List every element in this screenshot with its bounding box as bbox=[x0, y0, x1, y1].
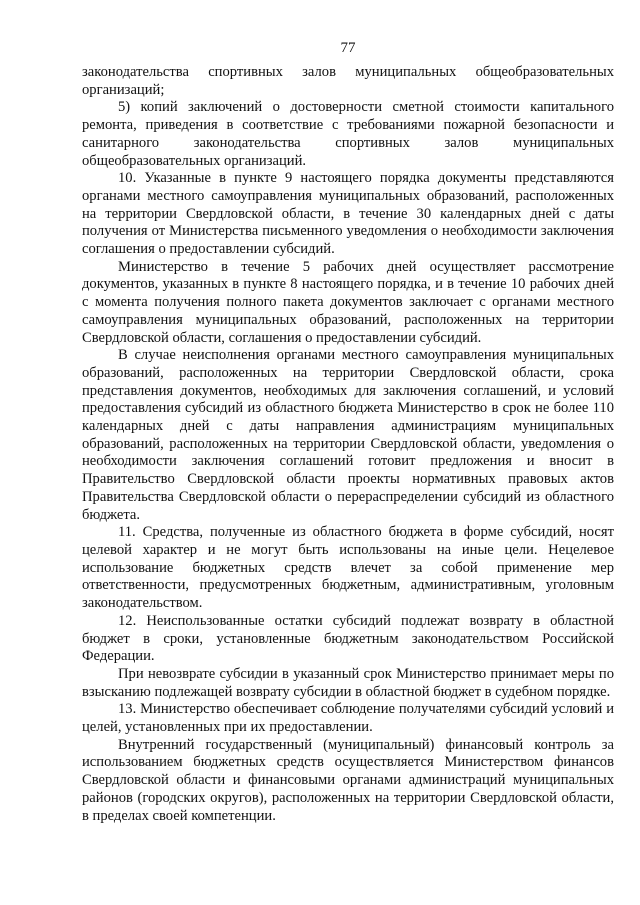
paragraph-non-fulfillment: В случае неисполнения органами местного самоуправления муниципальных образований, расположенных на территории Свердловской области, срока представления документов, необходимых для заключения соглашений, и условий предоставления субсидий из областного бюджета Министерство в срок не более 110 календарных дней с даты направления администрациям муниципальных образований, расположенных на территории Свердловской области, уведомления о необходимости заключения соглашений готовит предложения и вносит в Правительство Свердловской области проекты нормативных правовых актов Правительства Свердловской области о перераспределении субсидий из областного бюджета. bbox=[82, 347, 614, 523]
page-number: 77 bbox=[340, 40, 356, 56]
paragraph-non-return: При невозврате субсидии в указанный срок Министерство принимает меры по взысканию подлежащей возврату субсидии в областной бюджет в судебном порядке. bbox=[82, 665, 614, 700]
paragraph-ministry-review: Министерство в течение 5 рабочих дней осуществляет рассмотрение документов, указанных в пункте 8 настоящего порядка, и в течение 10 рабочих дней с момента получения полного пакета документов заключает с органами местного самоуправления муниципальных образований, расположенных на территории Свердловской области, соглашения о предоставлении субсидий. bbox=[82, 258, 614, 346]
paragraph-clause-11: 11. Средства, полученные из областного бюджета в форме субсидий, носят целевой характер и не могут быть использованы на иные цели. Нецелевое использование бюджетных средств влечет за собой применение мер ответственности, предусмотренных бюджетным, административным, уголовным законодательством. bbox=[82, 524, 614, 612]
paragraph-clause-10: 10. Указанные в пункте 9 настоящего порядка документы представляются органами местного самоуправления муниципальных образований, расположенных на территории Свердловской области, в течение 30 календарных дней с даты получения от Министерства письменного уведомления о необходимости заключения соглашения о предоставлении субсидий. bbox=[82, 170, 614, 258]
paragraph-continuation: законодательства спортивных залов муниципальных общеобразовательных организаций; bbox=[82, 64, 614, 98]
document-page bbox=[82, 38, 614, 825]
paragraph-clause-12: 12. Неиспользованные остатки субсидий подлежат возврату в областной бюджет в сроки, установленные бюджетным законодательством Российской Федерации. bbox=[82, 612, 614, 665]
paragraph-clause-13: 13. Министерство обеспечивает соблюдение получателями субсидий условий и целей, установленных при их предоставлении. bbox=[82, 701, 614, 736]
paragraph-item-5: 5) копий заключений о достоверности сметной стоимости капитального ремонта, приведения в соответствие с требованиями пожарной безопасности и санитарного законодательства спортивных залов муниципальных общеобразовательных организаций. bbox=[82, 99, 614, 169]
paragraph-financial-control: Внутренний государственный (муниципальный) финансовый контроль за использованием бюджетных средств осуществляется Министерством финансов Свердловской области и финансовыми органами администраций муниципальных районов (городских округов), расположенных на территории Свердловской области, в пределах своей компетенции. bbox=[82, 736, 614, 824]
